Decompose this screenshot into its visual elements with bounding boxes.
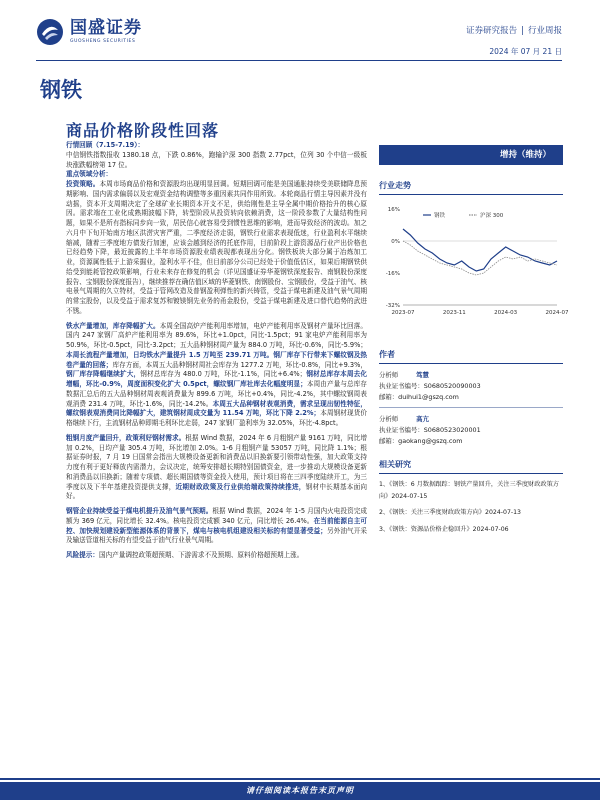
strategy-text: 本周市场商品价格和资源股均出现明显回调。短期回调可能是美国通胀持续受美联储降息预期影响、国内需求偏弱以及宏观资金结构调整等多重因素共同作用所致。本轮商品行情主导因素并没有动摇，资本开支周期决定了全球矿业长期资本开支不足，供给刚性是主导全属中期价格抬升的核心原因。需求端在工业化成熟期波幅下降，转型阶段从投资转向依赖消费，这一阶段参数了大量结构性问题，如果不是所有指标同步向一致，居民信心就容易受到惯性思维的影响，进而导致经济的波动。加之六月中下旬开始南方地区洪涝灾害严重，二季度经济走弱，钢铁行业需求表现低迷，行业盈利水平继续缩减，随着三季度地方债发行加速，应该会越到经济的托底作用，目前阶段上游资源品行业产出价格也已经趋势下降，最近披露的上半年市场资源股业绩表现都表现出分化。钢铁板块大部分属于冶炼加工业，资源属性低于上游采掘业，盈利水平不佳，但目前部分公司已经处于价值低估区，如果后期钢铁供给受到能耗管控政策影响，行业未来存在修复的机会（详见国盛证券华菱钢铁深度报告、南钢股份深度报告、宝钢股份深度报告），继续推荐在确估值区域的华菱钢铁、南钢股份、宝钢股份，受益于油气、核电景气周期的久立特材，受益于管网改造及普钢盈利弹性的新兴铸管，受益于煤电新建及油气景气周期的常宝股份，以及受益于需求复苏和镀镁钢先业务的甬金股份，受益于煤电新建及进口替代趋势的武进不锈。	[66, 180, 368, 315]
supply-text-5: 本周钢材现货价格继续下行，主流钢材品种即期毛利环比走弱，247 家钢厂盈利率为 32.05%，环比-4.8pct。	[66, 409, 368, 427]
industry-name: 钢铁	[40, 78, 82, 102]
report-body	[66, 141, 367, 561]
supply-bold-3: 钢材总库存本周去化增幅，环比-0.9%，周度面积变化扩大 0.5pct，螺纹钢厂库社库去化幅度明显；	[66, 370, 368, 388]
legend-label: 沪深 300	[480, 213, 504, 219]
strategy-paragraph	[66, 180, 367, 317]
crude-steel-paragraph	[66, 434, 367, 502]
crude-steel-text-2: 钢材中长期基本面向好。	[66, 482, 368, 501]
steel-pipe-text-2: 另外油气开采及输送管道相关标的有望受益于油气行业景气周期。	[66, 526, 368, 545]
related-research-list	[379, 479, 563, 535]
supply-text-2: 库存方面，本周五大品种钢材周社会库存为 1277.2 万吨，环比-0.8%，同比+9.3%，	[112, 360, 368, 369]
y-tick-label: 0%	[391, 239, 400, 245]
series-line-steel	[403, 229, 557, 271]
analyst-1-cert: 执业证书编号：S0680520090003	[379, 382, 481, 390]
key-areas-heading-line	[66, 170, 367, 180]
footer-divider	[0, 778, 600, 780]
steel-pipe-paragraph	[66, 507, 367, 546]
authors-heading: 作者	[379, 349, 563, 364]
supply-heading: 铁水产量增加，库存降幅扩大。	[66, 321, 160, 330]
page-header	[0, 0, 600, 62]
legend-label: 钢铁	[434, 213, 446, 219]
analyst-1	[379, 370, 563, 408]
header-separator: |	[521, 26, 524, 36]
risk-paragraph	[66, 551, 367, 561]
supply-paragraph	[66, 322, 367, 429]
steel-pipe-text: 根据 Wind 数据，2024 年 1-5 月国内火电投资完成额为 369 亿元，同比增长 32.4%。核电投资完成额 340 亿元，同比增长 26.4%。	[66, 507, 368, 525]
supply-text-3: 钢材总库存为 480.0 万吨，环比-1.1%，同比+6.4%；	[140, 370, 307, 379]
analyst-2-name: 高亢	[416, 415, 429, 423]
industry-trend-chart	[379, 201, 569, 329]
risk-text: 国内产量调控政策超预期、下游需求不及预期、原料价格超预期上涨。	[98, 551, 304, 559]
market-review-paragraph	[66, 141, 367, 170]
analyst-2-role: 分析师	[379, 415, 399, 423]
x-tick-label: 2023-07	[391, 310, 415, 316]
supply-text-4: 本周由产量与总库存数据汇总后的五大品种钢材周表观消费量为 899.6 万吨，环比+0.4%，同比-4.2%，其中螺纹钢周表观消费 231.4 万吨，环比-1.6%，同比-14.2%。	[66, 380, 368, 408]
footer-disclaimer: 请仔细阅读本报告末页声明	[246, 786, 354, 795]
analyst-1-role: 分析师	[379, 371, 399, 379]
steel-pipe-heading: 钢管企业持续受益于煤电机提升及油气景气预期。	[66, 507, 213, 515]
supply-bold-2: 钢厂库存降幅继续扩大，	[66, 370, 141, 379]
page-footer	[0, 782, 600, 800]
x-tick-label: 2024-03	[494, 310, 518, 316]
crude-steel-heading: 粗钢月度产量回升，政策利好钢材需求。	[66, 433, 186, 442]
crude-steel-text: 根据 Wind 数据，2024 年 6 月粗钢产量 9161 万吨，同比增加 0.2%，日均产量 305.4 万吨，环比增加 2.0%。1-6 月粗钢产量 53057 万吨，同比降 1.1%；根据证券时报，7 月 19 日国常会指出大规模设备更新和消费品以旧换新要引领带动性强，加大政策支持力度有利于更好释放内需潜力，会议决定，统筹安排超长期特别国债资金，进一步推动大规模设备更新和消费品以旧换新；随着专项债、超长期国债等资金投入使用，预计项目将在三四季度陆续开工，为三季度以及下半年基建投资提供支撑，	[66, 433, 368, 491]
analyst-1-name: 笃慧	[416, 371, 429, 379]
market-review-heading: 行情回顾（7.15-7.19）：	[66, 141, 145, 149]
report-subtype-tag: 行业周报	[527, 26, 562, 36]
risk-heading: 风险提示：	[66, 551, 99, 559]
key-areas-heading: 重点领域分析：	[66, 170, 113, 179]
related-research-item[interactable]: 3、《钢铁：资源品价格企稳回升》2024-07-06	[379, 525, 509, 533]
logo-mark-icon	[36, 18, 64, 46]
trend-heading: 行业走势	[379, 180, 563, 195]
related-research-heading: 相关研究	[379, 459, 563, 474]
supply-bold-4: 本周五大品种钢材表观消费，需求呈现出韧性特征，螺纹钢表观消费同比降幅扩大，建筑钢材周成交量为 11.54 万吨，环比下降 2.2%；	[66, 399, 367, 418]
company-logo	[36, 18, 142, 46]
author-divider	[379, 407, 563, 408]
report-title: 商品价格阶段性回落	[66, 121, 220, 140]
sidebar	[379, 145, 569, 540]
y-tick-label: -32%	[385, 303, 400, 309]
rating-badge: 增持（维持）	[379, 145, 563, 165]
logo-text-en: GUOSHENG SECURITIES	[70, 39, 136, 44]
related-research-item[interactable]: 2、《钢铁：关注三季度财政政策方向》2024-07-13	[379, 509, 521, 516]
header-divider	[36, 60, 562, 61]
x-tick-label: 2024-07	[545, 310, 569, 316]
report-type-tag: 证券研究报告	[466, 26, 518, 36]
y-tick-label: -16%	[385, 271, 400, 277]
related-research-item[interactable]: 1、《钢铁：6 月数据跟踪：钢铁产量回升，关注三季度财政政策方向》2024-07-15	[379, 481, 559, 500]
supply-text: 本周全国高炉产能利用率增加，电炉产能利用率及钢材产量环比回落。国内 247 家钢厂高炉产能利用率为 89.6%，环比+1.0pct，同比-1.5pct；91 家电炉产能利用率为 50.9%，环比-0.5pct，同比-3.2pct；五大品种钢材周产量为 884.0 万吨，环比-0.6%，同比-5.9%；	[66, 321, 368, 349]
x-tick-label: 2023-11	[442, 310, 466, 316]
strategy-heading: 投资策略。	[66, 180, 100, 188]
supply-bold-1: 本周长流程产量增加，日均铁水产量提升 1.5 万吨至 239.71 万吨。钢厂库存下行带来下螺纹钢及热卷产量的回落；	[66, 350, 367, 369]
steel-pipe-bold: 在当前能源自主可控、加快规划建设新型能源体系的背景下，煤电与核电机组建设相关标的有望显著受益；	[66, 516, 368, 535]
analyst-1-email[interactable]: 邮箱：duihui1@gszq.com	[379, 393, 459, 401]
analyst-2-email[interactable]: 邮箱：gaokang@gszq.com	[379, 437, 463, 445]
market-review-text: 中信钢铁指数报收 1380.18 点，下跌 0.86%，跑输沪深 300 指数 2.77pct，位列 30 个中信一级板块涨跌幅榜第 17 位。	[66, 150, 367, 169]
analyst-2-cert: 执业证书编号：S0680523020001	[379, 426, 481, 434]
crude-steel-bold: 近期财政政策及行业供给端政策持续推进，	[175, 482, 306, 491]
logo-text-cn: 国盛证券	[70, 18, 142, 38]
analyst-2	[379, 414, 563, 447]
report-date: 2024 年 07 月 21 日	[489, 47, 562, 56]
y-tick-label: 16%	[387, 207, 400, 213]
